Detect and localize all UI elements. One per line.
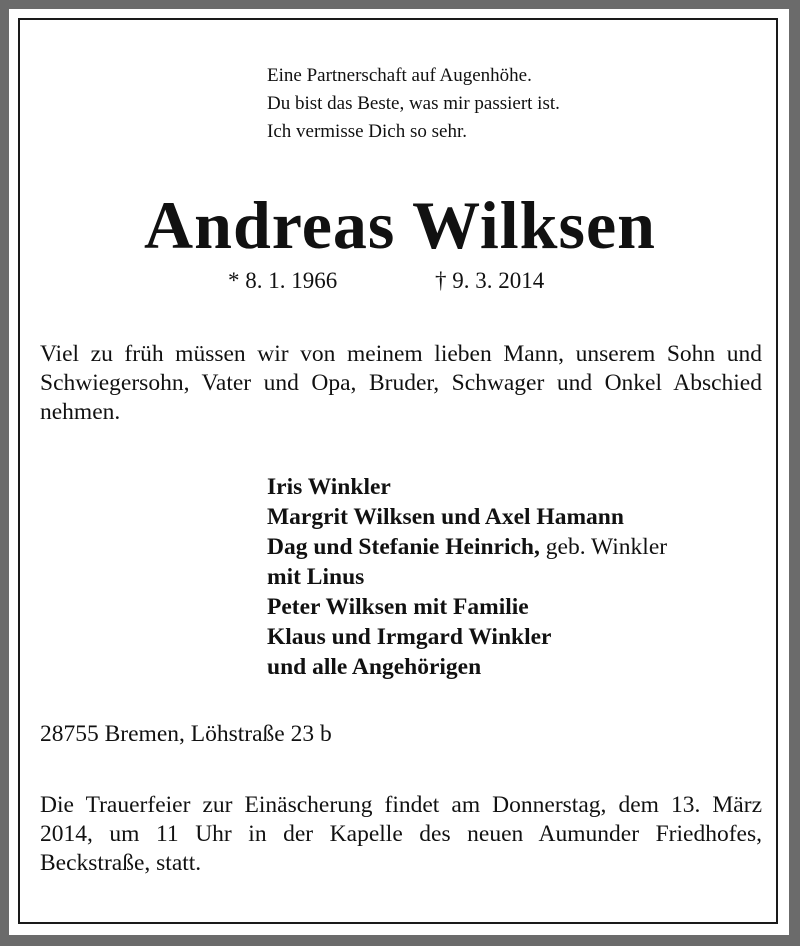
funeral-info: Die Trauerfeier zur Einäscherung findet am Donnerstag, dem 13. März 2014, um 11 Uhr in der Kapelle des neuen Aumunder Friedhofes, Beckstraße, statt. — [40, 792, 762, 876]
mourner-line: mit Linus — [267, 564, 365, 590]
motto-line: Ich vermisse Dich so sehr. — [267, 121, 467, 142]
birth-date: * 8. 1. 1966 — [228, 268, 338, 293]
mourner-line — [267, 532, 667, 562]
motto-line: Du bist das Beste, was mir passiert ist. — [267, 93, 560, 114]
mourner-name: Dag und Stefanie Heinrich, — [267, 534, 540, 560]
mourner-line: Klaus und Irmgard Winkler — [267, 624, 552, 650]
mourner-line: Peter Wilksen mit Familie — [267, 594, 529, 620]
mourners-list — [267, 472, 667, 682]
motto — [267, 62, 560, 146]
notice-text: Viel zu früh müssen wir von meinem lieben Mann, unserem Sohn und Schwiegersohn, Vater und Opa, Bruder, Schwager und Onkel Abschied nehmen. — [40, 341, 762, 425]
death-date: † 9. 3. 2014 — [435, 268, 545, 293]
mourner-line: und alle Angehörigen — [267, 654, 482, 680]
mourner-note: geb. Winkler — [539, 534, 668, 560]
inner-border — [18, 18, 778, 924]
deceased-name: Andreas Wilksen — [144, 187, 656, 263]
mourner-line: Margrit Wilksen und Axel Hamann — [267, 504, 624, 530]
address: 28755 Bremen, Löhstraße 23 b — [40, 721, 332, 747]
motto-line: Eine Partnerschaft auf Augenhöhe. — [267, 65, 532, 86]
mourner-line: Iris Winkler — [267, 474, 391, 500]
